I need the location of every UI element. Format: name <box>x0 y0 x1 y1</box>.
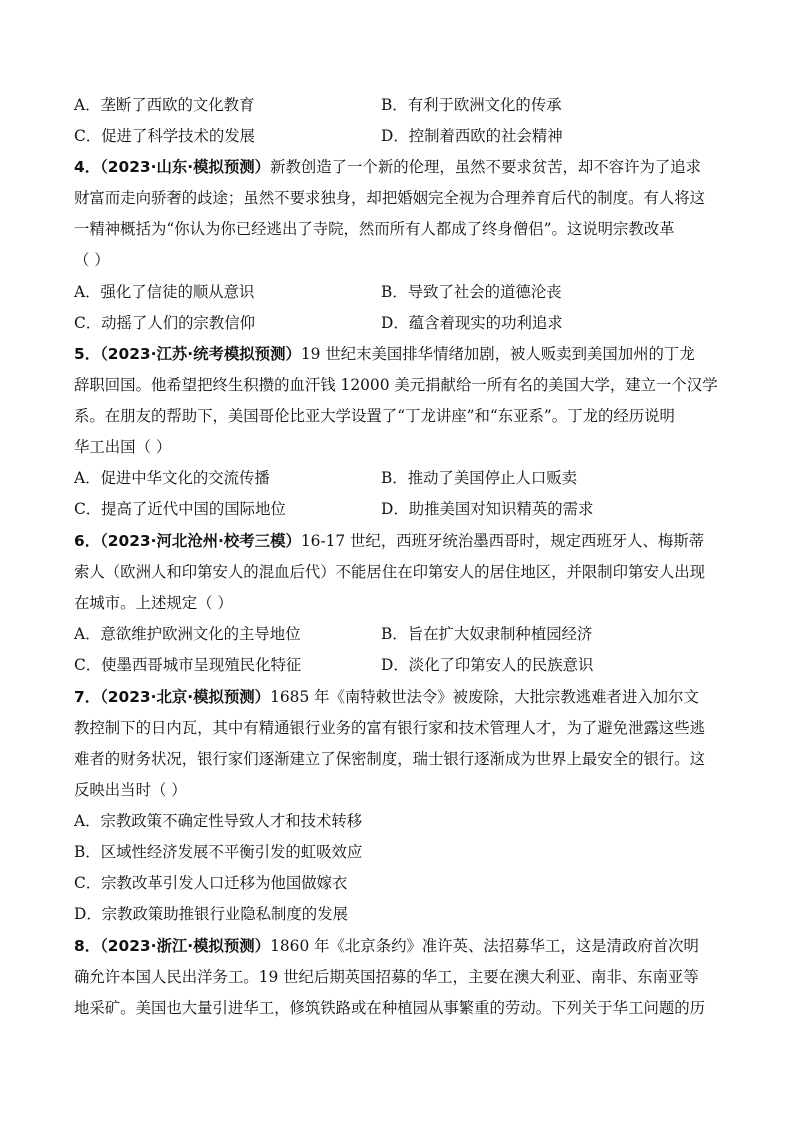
q7-option-b: B．区域性经济发展不平衡引发的虹吸效应 <box>74 843 363 861</box>
q5-source: （2023·江苏·统考模拟预测） <box>100 345 301 363</box>
q5-option-d: D．助推美国对知识精英的需求 <box>381 500 594 518</box>
q4-source: （2023·山东·模拟预测） <box>100 158 271 176</box>
q4-answer-blank: （ ） <box>74 251 110 269</box>
q6-option-d: D．淡化了印第安人的民族意识 <box>381 656 594 674</box>
q4-option-d: D．蕴含着现实的功利追求 <box>381 314 563 332</box>
q6-line-1 <box>74 530 704 552</box>
q7-line-1 <box>74 686 699 708</box>
q7-source: （2023·北京·模拟预测） <box>100 688 271 706</box>
q6-option-b: B．旨在扩大奴隶制种植园经济 <box>381 625 593 643</box>
q6-option-a: A．意欲维护欧洲文化的主导地位 <box>74 625 301 643</box>
q7-option-d: D．宗教政策助推银行业隐私制度的发展 <box>74 905 348 923</box>
q5-text-1: 19 世纪末美国排华情绪加剧，被人贩卖到美国加州的丁龙 <box>300 345 695 363</box>
q8-line-2: 确允许本国人民出洋务工。19 世纪后期英国招募的华工，主要在澳大利亚、南非、东南亚等 <box>74 968 699 986</box>
q5-number: 5． <box>74 345 101 363</box>
q6-line-2: 索人（欧洲人和印第安人的混血后代）不能居住在印第安人的居住地区，并限制印第安人出现 <box>74 563 706 581</box>
q7-text-1: 1685 年《南特敕世法令》被废除，大批宗教逃难者进入加尔文 <box>270 688 699 706</box>
q4-line-1 <box>74 156 701 178</box>
q3-option-a: A．垄断了西欧的文化教育 <box>74 96 255 114</box>
q5-line-3: 系。在朋友的帮助下，美国哥伦比亚大学设置了“丁龙讲座”和“东亚系”。丁龙的经历说明 <box>74 407 675 425</box>
q3-option-b: B．有利于欧洲文化的传承 <box>381 96 562 114</box>
q4-option-a: A．强化了信徒的顺从意识 <box>74 283 255 301</box>
q4-option-c: C．动摇了人们的宗教信仰 <box>74 314 256 332</box>
q6-text-1: 16-17 世纪，西班牙统治墨西哥时，规定西班牙人、梅斯蒂 <box>300 532 705 550</box>
q6-line-3: 在城市。上述规定（ ） <box>74 594 233 612</box>
q5-line-2: 辞职回国。他希望把终生积攒的血汗钱 12000 美元捐献给一所有名的美国大学，建立一个汉学 <box>74 376 718 394</box>
q5-line-4: 华工出国（ ） <box>74 438 172 456</box>
q8-number: 8． <box>74 937 101 955</box>
q6-number: 6． <box>74 532 101 550</box>
q4-line-2: 财富而走向骄奢的歧途；虽然不要求独身，却把婚姻完全视为合理养育后代的制度。有人将这 <box>74 189 706 207</box>
q5-option-b: B．推动了美国停止人口贩卖 <box>381 469 577 487</box>
q7-option-c: C．宗教改革引发人口迁移为他国做嫁衣 <box>74 874 348 892</box>
q8-source: （2023·浙江·模拟预测） <box>100 937 271 955</box>
q5-option-c: C．提高了近代中国的国际地位 <box>74 500 286 518</box>
q8-text-1: 1860 年《北京条约》准许英、法招募华工，这是清政府首次明 <box>270 937 699 955</box>
q7-number: 7． <box>74 688 101 706</box>
q4-text-1: 新教创造了一个新的伦理，虽然不要求贫苦，却不容许为了追求 <box>270 158 702 176</box>
q7-line-4: 反映出当时（ ） <box>74 781 187 799</box>
q7-line-2: 教控制下的日内瓦，其中有精通银行业务的富有银行家和技术管理人才，为了避免泄露这些逃 <box>74 719 706 737</box>
q3-option-d: D．控制着西欧的社会精神 <box>381 127 563 145</box>
q5-line-1 <box>74 343 695 365</box>
q6-option-c: C．使墨西哥城市呈现殖民化特征 <box>74 656 302 674</box>
q4-line-3: 一精神概括为“你认为你已经逃出了寺院，然而所有人都成了终身僧侣”。这说明宗教改革 <box>74 220 675 238</box>
q8-line-3: 地采矿。美国也大量引进华工，修筑铁路或在种植园从事繁重的劳动。下列关于华工问题的历 <box>74 999 706 1017</box>
q7-line-3: 难者的财务状况，银行家们逐渐建立了保密制度，瑞士银行逐渐成为世界上最安全的银行。这 <box>74 750 706 768</box>
q8-line-1 <box>74 935 699 957</box>
q4-number: 4． <box>74 158 101 176</box>
q5-option-a: A．促进中华文化的交流传播 <box>74 469 270 487</box>
q7-option-a: A．宗教政策不确定性导致人才和技术转移 <box>74 812 363 830</box>
q6-source: （2023·河北沧州·校考三模） <box>100 532 301 550</box>
q4-option-b: B．导致了社会的道德沦丧 <box>381 283 562 301</box>
q3-option-c: C．促进了科学技术的发展 <box>74 127 256 145</box>
